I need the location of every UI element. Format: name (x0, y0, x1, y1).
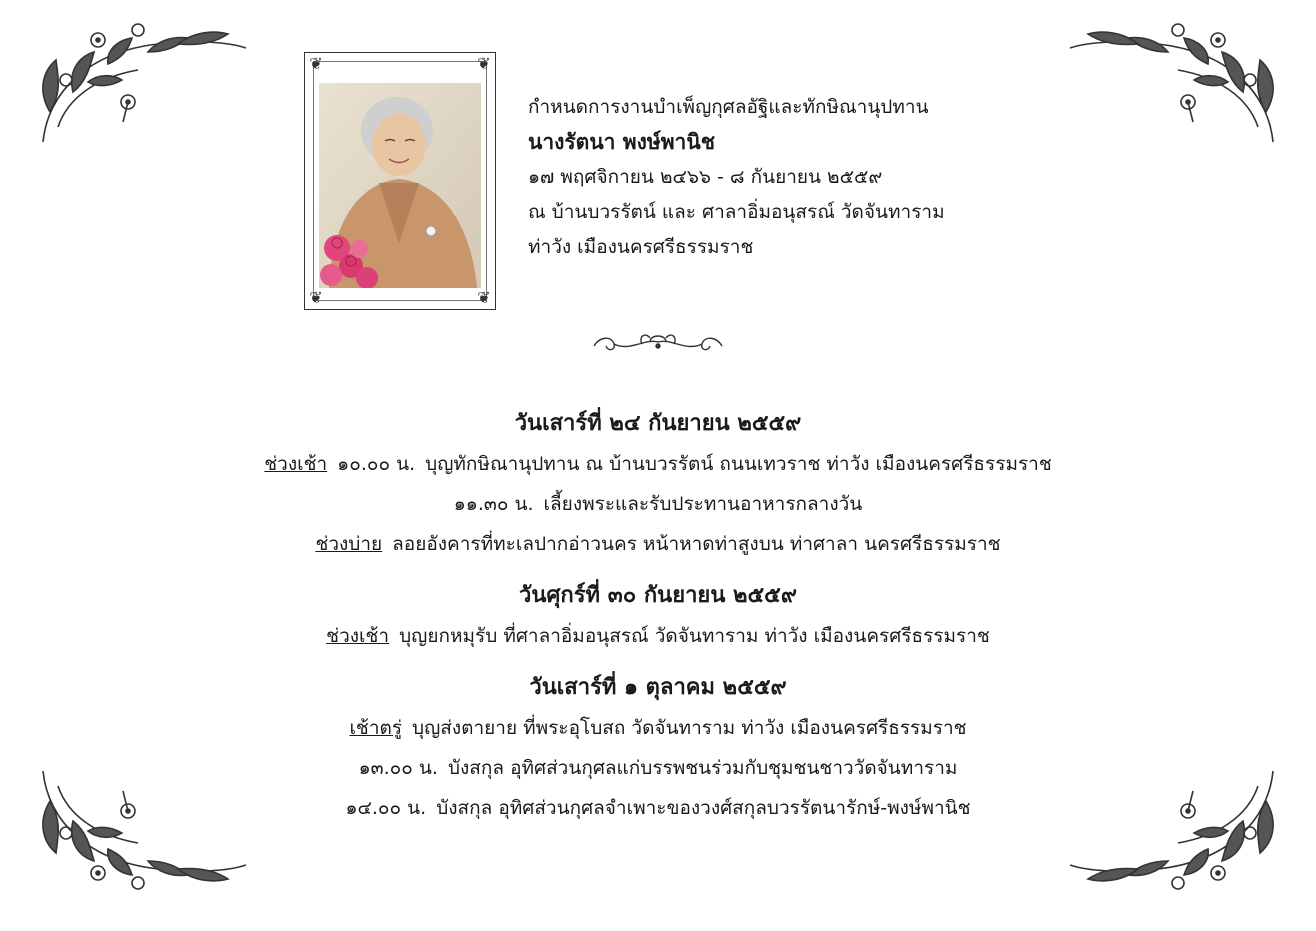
portrait-frame (304, 52, 496, 310)
floral-corner-top-right-icon (1058, 22, 1288, 152)
schedule (0, 404, 1316, 840)
session-text: บังสกุล อุทิศส่วนกุศลแก่บรรพชนร่วมกับชุมชนชาววัดจันทาราม (447, 757, 958, 779)
life-dates: ๑๗ พฤศจิกายน ๒๔๖๖ - ๘ กันยายน ๒๕๕๙ (528, 166, 883, 188)
session-text: บุญส่งตายาย ที่พระอุโบสถ วัดจันทาราม ท่าวัง เมืองนครศรีธรรมราช (412, 717, 967, 739)
day-block (0, 576, 1316, 656)
frame-flourish-icon: ❦ (309, 54, 323, 73)
session-time: ๑๔.๐๐ น. (345, 797, 427, 819)
session-time: ๑๓.๐๐ น. (358, 757, 438, 779)
deceased-name: นางรัตนา พงษ์พานิช (528, 130, 715, 154)
session-label: ช่วงเช้า (326, 625, 390, 647)
venue: ณ บ้านบวรรัตน์ และ ศาลาอิ่มอนุสรณ์ วัดจันทาราม (528, 201, 945, 223)
location: ท่าวัง เมืองนครศรีธรรมราช (528, 236, 754, 258)
day-title: วันเสาร์ที่ ๒๔ กันยายน ๒๕๕๙ (514, 411, 802, 436)
frame-flourish-icon: ❦ (477, 288, 491, 307)
floral-corner-top-left-icon (28, 22, 258, 152)
portrait-photo (319, 83, 481, 288)
scroll-divider-icon (590, 328, 726, 358)
schedule-row (0, 748, 1316, 788)
session-time: ๑๑.๓๐ น. (453, 493, 534, 515)
day-block (0, 668, 1316, 828)
schedule-row (0, 616, 1316, 656)
session-text: บุญยกหมุรับ ที่ศาลาอิ่มอนุสรณ์ วัดจันทาราม ท่าวัง เมืองนครศรีธรรมราช (399, 625, 990, 647)
day-block (0, 404, 1316, 564)
day-title: วันศุกร์ที่ ๓๐ กันยายน ๒๕๕๙ (519, 583, 797, 608)
header-block (528, 90, 945, 265)
schedule-row (0, 444, 1316, 484)
ceremony-title: กำหนดการงานบำเพ็ญกุศลอัฐิและทักษิณานุปทาน (528, 96, 929, 118)
frame-flourish-icon: ❦ (309, 288, 323, 307)
session-text: บังสกุล อุทิศส่วนกุศลจำเพาะของวงศ์สกุลบวรรัตนารักษ์-พงษ์พานิช (436, 797, 971, 819)
session-label: เช้าตรู่ (349, 717, 403, 739)
session-text: บุญทักษิณานุปทาน ณ บ้านบวรรัตน์ ถนนเทวราช ท่าวัง เมืองนครศรีธรรมราช (425, 453, 1052, 475)
frame-flourish-icon: ❦ (477, 54, 491, 73)
day-title: วันเสาร์ที่ ๑ ตุลาคม ๒๕๕๙ (529, 675, 787, 700)
schedule-row (0, 708, 1316, 748)
session-time: ๑๐.๐๐ น. (337, 453, 416, 475)
session-text: ลอยอังคารที่ทะเลปากอ่าวนคร หน้าหาดท่าสูงบน ท่าศาลา นครศรีธรรมราช (392, 533, 1001, 555)
schedule-row (0, 524, 1316, 564)
session-label: ช่วงบ่าย (315, 533, 383, 555)
schedule-row (0, 484, 1316, 524)
session-label: ช่วงเช้า (264, 453, 328, 475)
session-text: เลี้ยงพระและรับประทานอาหารกลางวัน (543, 493, 863, 515)
schedule-row (0, 788, 1316, 828)
